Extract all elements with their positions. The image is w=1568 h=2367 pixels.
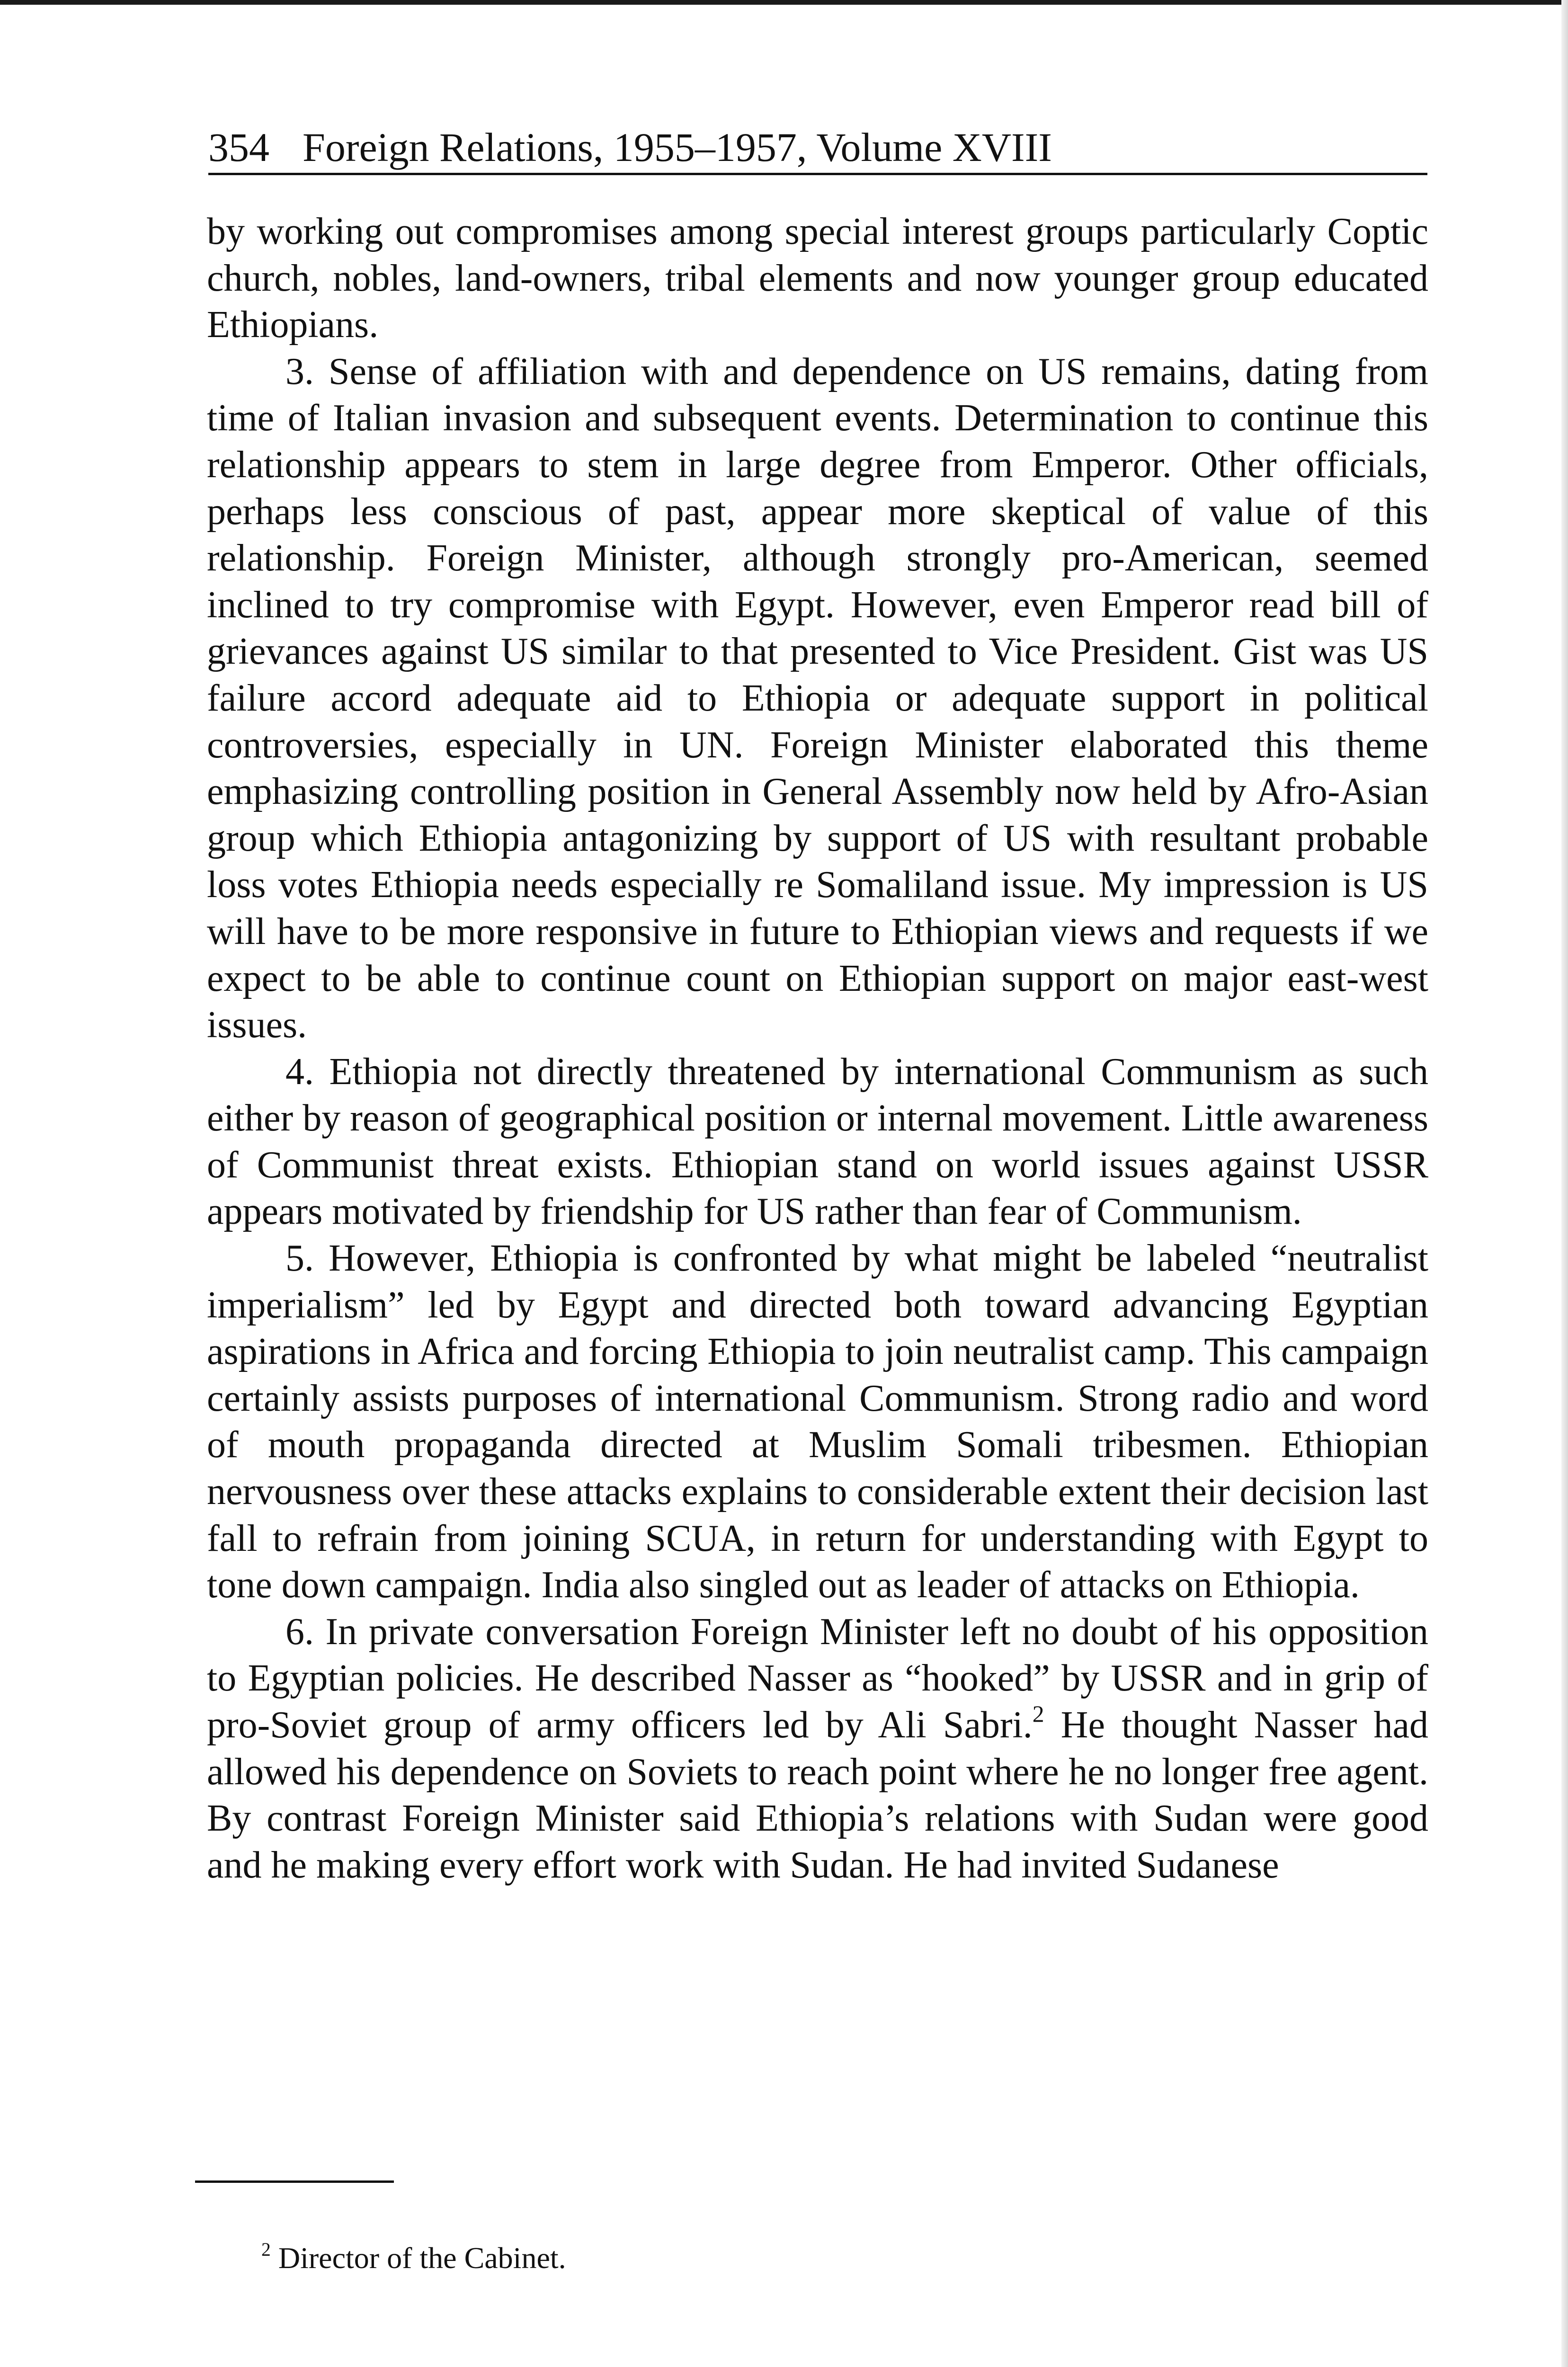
continuation-paragraph: by working out compromises among special interest groups particularly Coptic church, nobles, land-owners, tribal elements and now younger group educated Ethiopians. <box>207 211 1428 346</box>
paragraph-5: 5. However, Ethiopia is confronted by what might be labeled “neutralist imperialism” led by Egypt and directed both toward advancing Egyptian aspirations in Africa and forcing Ethiopia to join neutralist camp. This campaign certainly assists purposes of international Communism. Strong radio and word of mouth propaganda directed at Muslim Somali tribesmen. Ethiopian nervousness over these attacks explains to considerable extent their decision last fall to refrain from joining SCUA, in return for understanding with Egypt to tone down campaign. India also singled out as leader of attacks on Ethiopia. <box>207 1237 1428 1606</box>
footnote-text: Director of the Cabinet. <box>278 2241 566 2275</box>
footnote <box>261 2239 566 2277</box>
page-number: 354 <box>208 125 269 170</box>
running-head <box>208 119 1427 175</box>
footnote-marker: 2 <box>261 2239 271 2260</box>
paragraph-4: 4. Ethiopia not directly threatened by international Communism as such either by reason of geographical position or internal movement. Little awareness of Communist threat exists. Ethiopian stand on world issues against USSR appears motivated by friendship for US rather than fear of Communism. <box>207 1050 1428 1233</box>
body-text <box>207 208 1428 1888</box>
footnote-reference[interactable]: 2 <box>1032 1701 1044 1727</box>
paragraph-3: 3. Sense of affiliation with and dependence on US remains, dating from time of Italian invasion and subsequent events. Determination to continue this relationship appears to stem in large degree from Emperor. Other officials, perhaps less conscious of past, appear more skeptical of value of this relationship. Foreign Minister, although strongly pro-American, seemed inclined to try compromise with Egypt. However, even Emperor read bill of grievances against US similar to that presented to Vice President. Gist was US failure accord adequate aid to Ethiopia or adequate support in political controversies, especially in UN. Foreign Minister elaborated this theme emphasizing controlling position in General Assembly now held by Afro-Asian group which Ethiopia antagonizing by support of US with resultant probable loss votes Ethiopia needs especially re Somaliland issue. My impression is US will have to be more responsive in future to Ethiopian views and requests if we expect to be able to continue count on Ethiopian support on major east-west issues. <box>207 350 1428 1046</box>
paragraph-6-text-b: He thought Nasser had allowed his dependence on Soviets to reach point where he no longer free agent. By contrast Foreign Minister said Ethiopia’s relations with Sudan were good and he making every effort work with Sudan. He had invited Sudanese <box>207 1704 1429 1886</box>
scan-right-edge <box>1561 0 1568 2367</box>
paragraph-6-text-a: 6. In private conversation Foreign Minister left no doubt of his opposition to Egyptian policies. He described Nasser as “hooked” by USSR and in grip of pro-Soviet group of army officers led by Ali Sabri. <box>207 1611 1428 1746</box>
paragraph-6 <box>207 1609 1428 1889</box>
book-title: Foreign Relations, 1955–1957, Volume XVIII <box>303 125 1052 170</box>
scan-top-edge <box>0 0 1568 5</box>
footnote-divider <box>195 2180 394 2183</box>
